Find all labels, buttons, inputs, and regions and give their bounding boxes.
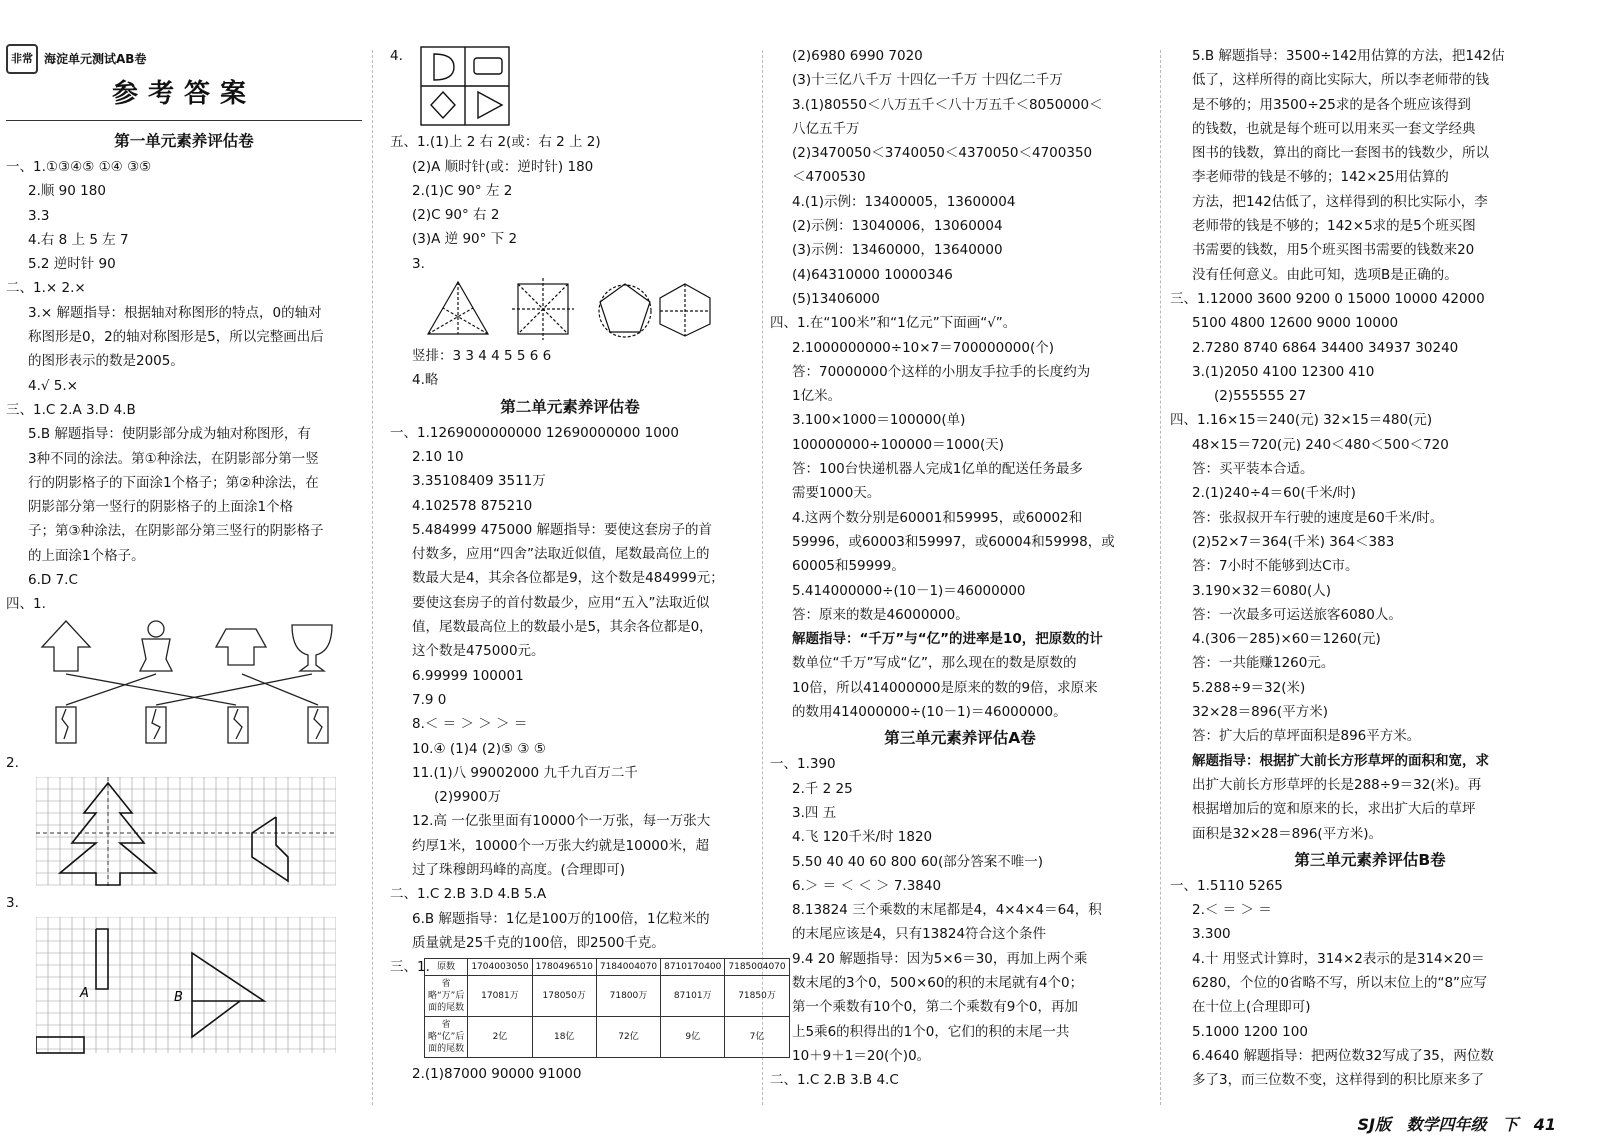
answer-line: 一、1.390 — [770, 756, 836, 773]
answer-line: 59996，或60003和59997，或60004和59998，或 — [792, 533, 1115, 550]
answer-line: (3)A 逆 90° 下 2 — [412, 231, 518, 248]
answer-line: 3.(1)2050 4100 12300 410 — [1192, 363, 1375, 380]
answer-line: 3. — [6, 894, 19, 911]
answer-line: (2)3470050＜3740050＜4370050＜4700350 — [792, 145, 1093, 162]
table-cell: 省略“亿”后面的尾数 — [425, 1016, 468, 1057]
answer-line: 4.右 8 上 5 左 7 — [28, 231, 129, 248]
answer-line: ＜4700530 — [792, 169, 866, 186]
answer-line: 5.50 40 40 60 800 60(部分答案不唯一) — [792, 853, 1044, 870]
answer-line: 答：扩大后的草坪面积是896平方米。 — [1192, 728, 1421, 745]
answer-line: 三、1.C 2.A 3.D 4.B — [6, 401, 136, 418]
answer-line: 阴影部分第一竖行的阴影格子的上面涂1个格 — [28, 499, 294, 516]
table-cell: 7185004070 — [725, 958, 789, 975]
answer-line: 4.这两个数分别是60001和59995，或60002和 — [792, 509, 1083, 526]
answer-line: 答：张叔叔开车行驶的速度是60千米/时。 — [1192, 509, 1444, 526]
table-cell: 87101万 — [661, 975, 725, 1016]
table-cell: 1704003050 — [468, 958, 532, 975]
answer-line: 10＋9＋1＝20(个)0。 — [792, 1047, 931, 1064]
answer-line: 需要1000天。 — [792, 485, 881, 502]
table-cell: 18亿 — [532, 1016, 596, 1057]
answer-line: 答：一共能赚1260元。 — [1192, 655, 1335, 672]
answer-line: 3.× 解题指导：根据轴对称图形的特点，0的轴对 — [28, 304, 322, 321]
column-2 — [390, 44, 786, 1086]
table-cell: 7184004070 — [596, 958, 660, 975]
edition-label: SJ版 — [1357, 1115, 1391, 1134]
section-heading: 第三单元素养评估A卷 — [884, 729, 1036, 748]
answer-line: 二、1.C 2.B 3.D 4.B 5.A — [390, 886, 547, 903]
answer-line: 48×15＝720(元) 240＜480＜500＜720 — [1192, 436, 1449, 453]
answer-line: 解题指导：根据扩大前长方形草坪的面积和宽，求 — [1192, 752, 1489, 769]
answer-line: 约厚1米，10000个一万张大约就是10000米，超 — [412, 837, 709, 854]
answer-line: 100000000÷100000＝1000(天) — [792, 436, 1005, 453]
answer-line: 数最大是4，其余各位都是9，这个数是484999元； — [412, 570, 724, 587]
answer-line: 3.190×32＝6080(人) — [1192, 582, 1332, 599]
answer-line: 5.B 解题指导：使阴影部分成为轴对称图形，有 — [28, 426, 311, 443]
answer-line: 2.(1)87000 90000 91000 — [412, 1065, 582, 1082]
answer-line: 数末尾的3个0，500×60的积的末尾就有4个0； — [792, 974, 1084, 991]
answer-line: 5.1000 1200 100 — [1192, 1023, 1308, 1040]
table-cell: 1780496510 — [532, 958, 596, 975]
answer-line: 的钱数，也就是每个班可以用来买一套文学经典 — [1192, 120, 1476, 137]
answer-line: 3.(1)80550＜八万五千＜八十万五千＜8050000＜ — [792, 96, 1103, 113]
answer-line: 的图形表示的数是2005。 — [28, 353, 184, 370]
answer-line: 一、1.①③④⑤ ①④ ③⑤ — [6, 159, 152, 175]
answer-line: 32×28＝896(平方米) — [1192, 704, 1328, 721]
answer-line: 6.D 7.C — [28, 572, 78, 589]
table-cell: 7亿 — [725, 1016, 789, 1057]
answer-line: 3.35108409 3511万 — [412, 473, 546, 490]
table-row — [425, 958, 790, 975]
answer-line: 数单位“千万”写成“亿”，那么现在的数是原数的 — [792, 655, 1077, 672]
answer-line: 面积是32×28＝896(平方米)。 — [1192, 825, 1382, 842]
answer-line: 1亿米。 — [792, 388, 842, 405]
answer-line: 5100 4800 12600 9000 10000 — [1192, 315, 1399, 332]
answer-line: 李老师带的钱是不够的；142×25用估算的 — [1192, 169, 1449, 186]
answer-line: 没有任何意义。由此可知，选项B是正确的。 — [1192, 266, 1458, 283]
symmetry-axes-figure — [420, 278, 720, 340]
answer-line: 低了，这样所得的商比实际大，所以李老师带的钱 — [1192, 72, 1489, 89]
answer-line: 多了3，而三位数不变，这样得到的积比原来多了 — [1192, 1072, 1485, 1089]
answer-line: 答：100台快递机器人完成1亿单的配送任务最多 — [792, 461, 1083, 478]
answer-line: 4. — [390, 48, 403, 64]
answer-line: 答：7小时不能够到达C市。 — [1192, 558, 1359, 575]
answer-line: 3.四 五 — [792, 804, 837, 821]
answer-line: 2.7280 8740 6864 34400 34937 30240 — [1192, 339, 1459, 356]
answer-line: 质量就是25千克的100倍，即2500千克。 — [412, 934, 665, 951]
answer-line: 答：原来的数是46000000。 — [792, 606, 969, 623]
answer-line: 竖排：3 3 4 4 5 5 6 6 — [412, 348, 552, 365]
section-heading: 第一单元素养评估卷 — [114, 132, 254, 150]
answer-line: 二、1.× 2.× — [6, 280, 86, 297]
answer-line: 6.B 解题指导：1亿是100万的100倍，1亿粒米的 — [412, 910, 710, 927]
answer-line: 方法，把142估低了，这样得到的积比实际小，李 — [1192, 193, 1488, 210]
answer-line: 一、1.5110 5265 — [1170, 877, 1283, 894]
answer-line: (2)555555 27 — [1214, 388, 1307, 405]
answer-line: 12.高 一亿张里面有10000个一万张，每一万张大 — [412, 813, 711, 830]
answer-line: 第一个乘数有10个0，第二个乘数有9个0，再加 — [792, 999, 1078, 1016]
answer-line: 4.略 — [412, 372, 439, 389]
section-heading: 第三单元素养评估B卷 — [1294, 850, 1446, 869]
answer-line: 三、1. — [390, 959, 430, 976]
answer-line: 4.√ 5.× — [28, 377, 78, 394]
subject-label: 数学四年级 — [1406, 1115, 1487, 1134]
answer-line: 2.＜ ＝ ＞ ＝ — [1192, 902, 1272, 919]
answer-line: 二、1.C 2.B 3.B 4.C — [770, 1072, 899, 1089]
answer-line: 6280，个位的0省略不写，所以末位上的“8”应写 — [1192, 974, 1488, 991]
answer-line: 6.＞ ＝ ＜ ＜ ＞ 7.3840 — [792, 877, 942, 894]
answer-line: 3.3 — [28, 207, 50, 224]
column-1 — [6, 44, 362, 1061]
answer-line: 的上面涂1个格子。 — [28, 547, 145, 564]
answer-line: 是不够的；用3500÷25求的是各个班应该得到 — [1192, 96, 1471, 113]
answer-line: 称图形是0，2的轴对称图形是5，所以完整画出后 — [28, 329, 324, 346]
answer-line: 图书的钱数，算出的商比一套图书的钱数少，所以 — [1192, 145, 1489, 162]
table-cell: 9亿 — [661, 1016, 725, 1057]
brand-logo: 非常 — [6, 44, 38, 74]
answer-line: 5.288÷9＝32(米) — [1192, 679, 1306, 696]
answer-line: 2. — [6, 754, 19, 771]
page-title: 参考答案 — [111, 79, 256, 109]
answer-line: 4.十 用竖式计算时，314×2表示的是314×20＝ — [1192, 950, 1485, 967]
answer-line: 的数用414000000÷(10－1)＝46000000。 — [792, 704, 1067, 721]
answer-line: (2)9900万 — [434, 789, 501, 806]
answer-line: 4.102578 875210 — [412, 497, 533, 514]
answer-line: 60005和59999。 — [792, 558, 905, 575]
answer-line: 2.(1)240÷4＝60(千米/时) — [1192, 485, 1356, 502]
answer-line: 子；第③种涂法，在阴影部分第三竖行的阴影格子 — [28, 523, 324, 540]
answer-line: 5.2 逆时针 90 — [28, 256, 116, 273]
answer-line: 4.(1)示例：13400005，13600004 — [792, 193, 1016, 210]
answer-line: 6.4640 解题指导：把两位数32写成了35，两位数 — [1192, 1047, 1494, 1064]
answer-line: 3. — [412, 255, 425, 272]
answer-line: 7.9 0 — [412, 691, 447, 708]
answer-line: 2.(1)C 90° 左 2 — [412, 182, 513, 199]
table-cell: 原数 — [425, 958, 468, 975]
answer-line: 三、1.12000 3600 9200 0 15000 10000 42000 — [1170, 290, 1485, 307]
answer-line: 值，尾数最高位上的数最小是5，其余各位都是0， — [412, 619, 713, 636]
answer-line: (3)示例：13460000，13640000 — [792, 242, 1003, 259]
answer-line: 4.飞 120千米/时 1820 — [792, 829, 933, 846]
answer-line: 2.顺 90 180 — [28, 183, 106, 200]
answer-line: 2.10 10 — [412, 448, 464, 465]
answer-line: (2)6980 6990 7020 — [792, 48, 923, 64]
grid-label-b: B — [174, 990, 183, 1006]
table-cell: 8710170400 — [661, 958, 725, 975]
answer-line: (3)十三亿八千万 十四亿一千万 十四亿二千万 — [792, 72, 1063, 89]
answer-line: 书需要的钱数，用5个班买图书需要的钱数来20 — [1192, 242, 1475, 259]
volume-label: 下 — [1502, 1115, 1519, 1134]
answer-line: 2.千 2 25 — [792, 780, 853, 797]
answer-line: 10.④ (1)4 (2)⑤ ③ ⑤ — [412, 740, 546, 757]
answer-line: 付数多，应用“四舍”法取近似值，尾数最高位上的 — [412, 546, 710, 563]
column-4 — [1170, 44, 1570, 1092]
answer-line: 3.300 — [1192, 926, 1231, 943]
answer-line: (2)A 顺时针(或：逆时针) 180 — [412, 158, 594, 175]
answer-line: 这个数是475000元。 — [412, 643, 545, 660]
answer-line: 5.484999 475000 解题指导：要使这套房子的首 — [412, 521, 713, 538]
column-3 — [770, 44, 1150, 1092]
answer-line: 5.B 解题指导：3500÷142用估算的方法，把142估 — [1192, 48, 1505, 64]
answer-line: 老师带的钱是不够的；142×5求的是5个班买图 — [1192, 218, 1476, 235]
answer-line: 2.1000000000÷10×7＝700000000(个) — [792, 339, 1054, 356]
rounding-table — [424, 958, 790, 1058]
table-row — [425, 975, 790, 1016]
answer-line: 答：一次最多可运送旅客6080人。 — [1192, 606, 1402, 623]
grid-label-a: A — [80, 986, 89, 1002]
table-row — [425, 1016, 790, 1057]
page-number: 41 — [1533, 1115, 1556, 1134]
rotation-figure-4 — [420, 46, 510, 126]
answer-line: 出扩大前长方形草坪的长是288÷9＝32(米)。再 — [1192, 776, 1482, 793]
answer-line: 11.(1)八 99002000 九千九百万二千 — [412, 764, 638, 781]
answer-line: 3.100×1000＝100000(单) — [792, 412, 966, 429]
answer-line: 一、1.1269000000000 12690000000 1000 — [390, 424, 679, 441]
section-heading: 第二单元素养评估卷 — [500, 397, 640, 416]
answer-line: 5.414000000÷(10－1)＝46000000 — [792, 582, 1026, 599]
answer-line: 4.(306－285)×60＝1260(元) — [1192, 631, 1381, 648]
answer-line: 四、1. — [6, 596, 46, 613]
table-cell: 2亿 — [468, 1016, 532, 1057]
answer-line: 在十位上(合理即可) — [1192, 999, 1311, 1016]
table-cell: 72亿 — [596, 1016, 660, 1057]
answer-line: 答：买平装本合适。 — [1192, 461, 1314, 478]
grid-figure-2 — [36, 777, 336, 887]
answer-line: 四、1.在“100米”和“1亿元”下面画“√”。 — [770, 315, 1017, 332]
table-cell: 71850万 — [725, 975, 789, 1016]
answer-line: 上5乘6的积得出的1个0，它们的积的末尾一共 — [792, 1023, 1070, 1040]
answer-line: (2)示例：13040006，13060004 — [792, 218, 1003, 235]
answer-line: 八亿五千万 — [792, 120, 860, 137]
answer-line: 四、1.16×15＝240(元) 32×15＝480(元) — [1170, 412, 1433, 429]
symmetry-matching-figure — [36, 619, 336, 747]
answer-line: 的末尾应该是4，只有13824符合这个条件 — [792, 926, 1047, 943]
answer-line: 五、1.(1)上 2 右 2(或：右 2 上 2) — [390, 134, 601, 151]
series-name: 海淀单元测试AB卷 — [44, 51, 147, 66]
answer-line: 要使这套房子的首付数最少，应用“五入”法取近似 — [412, 594, 710, 611]
answer-line: 答：70000000个这样的小朋友手拉手的长度约为 — [792, 363, 1091, 380]
answer-line: 行的阴影格子的下面涂1个格子；第②种涂法，在 — [28, 474, 319, 491]
answer-line: 8.＜ ＝ ＞ ＞ ＞ ＝ — [412, 716, 528, 733]
answer-line: 9.4 20 解题指导：因为5×6＝30，再加上两个乘 — [792, 950, 1088, 967]
grid-figure-3 — [36, 917, 336, 1057]
answer-line: (2)52×7＝364(千米) 364＜383 — [1192, 533, 1395, 550]
answer-line: 8.13824 三个乘数的末尾都是4，4×4×4＝64，积 — [792, 902, 1102, 919]
answer-line: 过了珠穆朗玛峰的高度。(合理即可) — [412, 862, 626, 879]
table-cell: 178050万 — [532, 975, 596, 1016]
answer-line: (5)13406000 — [792, 290, 880, 307]
page-footer — [1347, 1112, 1556, 1135]
answer-line: 解题指导：“千万”与“亿”的进率是10，把原数的计 — [792, 631, 1103, 648]
brand-header — [6, 44, 362, 74]
answer-line: 6.99999 100001 — [412, 667, 524, 684]
table-cell: 省略“万”后面的尾数 — [425, 975, 468, 1016]
table-cell: 17081万 — [468, 975, 532, 1016]
answer-line: (2)C 90° 右 2 — [412, 207, 500, 224]
answer-line: (4)64310000 10000346 — [792, 266, 953, 283]
table-cell: 71800万 — [596, 975, 660, 1016]
answer-line: 10倍，所以414000000是原来的数的9倍，求原来 — [792, 679, 1098, 696]
answer-line: 根据增加后的宽和原来的长，求出扩大后的草坪 — [1192, 801, 1476, 818]
answer-line: 3种不同的涂法。第①种涂法，在阴影部分第一竖 — [28, 450, 319, 467]
